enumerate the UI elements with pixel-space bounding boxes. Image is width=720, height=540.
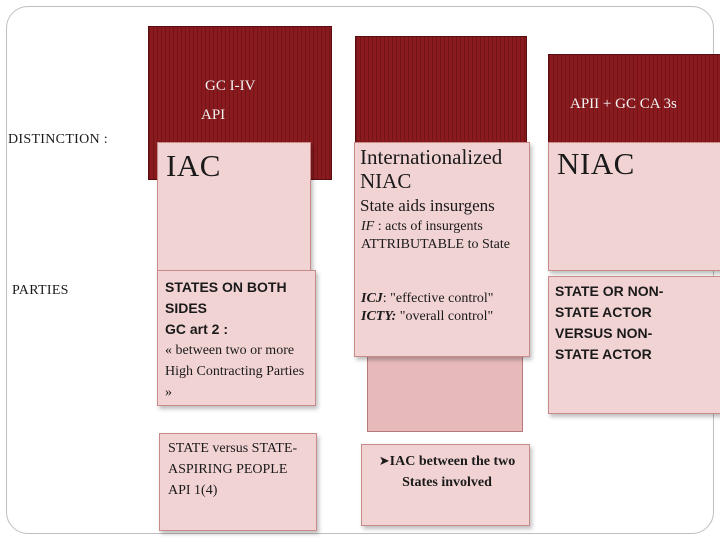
iac-parties-quote: « between two or more High Contracting Parties »	[165, 343, 305, 400]
inter-if-text	[361, 218, 521, 254]
distinction-label: DISTINCTION :	[8, 132, 108, 147]
iac-header-line1: GC I-IV	[205, 78, 256, 94]
inter-stack-back	[367, 345, 523, 432]
inter-subtitle: State aids insurgens	[360, 196, 495, 215]
inter-if-desc: : acts of insurgents ATTRIBUTABLE to State	[361, 219, 510, 252]
niac-parties: STATE OR NON-STATE ACTOR VERSUS NON-STATE ACTOR	[555, 283, 664, 362]
parties-label: PARTIES	[12, 283, 69, 298]
right-arrow-icon: ➤	[378, 454, 390, 469]
iac-parties-content	[165, 277, 311, 403]
iac-parties-gc: GC art 2 :	[165, 321, 229, 337]
inter-result-label: IAC between the two States involved	[389, 454, 516, 490]
inter-if-label: IF	[361, 219, 375, 234]
iac-title: IAC	[166, 148, 221, 183]
inter-icj-label: ICJ	[361, 291, 383, 306]
inter-icty-label: ICTY:	[361, 309, 397, 324]
iac-extra-text: STATE versus STATE-ASPIRING PEOPLE API 1(4)	[168, 441, 298, 498]
niac-header: APII + GC CA 3s	[570, 96, 677, 112]
iac-parties-heading: STATES ON BOTH SIDES	[165, 279, 287, 316]
inter-result-text	[367, 451, 527, 493]
inter-icj-text	[361, 290, 525, 326]
inter-icj-desc: : "effective control"	[382, 291, 494, 306]
inter-title: Internationalized NIAC	[360, 145, 503, 193]
niac-title: NIAC	[557, 146, 635, 181]
iac-header-line2: API	[201, 107, 226, 123]
inter-icty-desc: "overall control"	[396, 309, 494, 324]
